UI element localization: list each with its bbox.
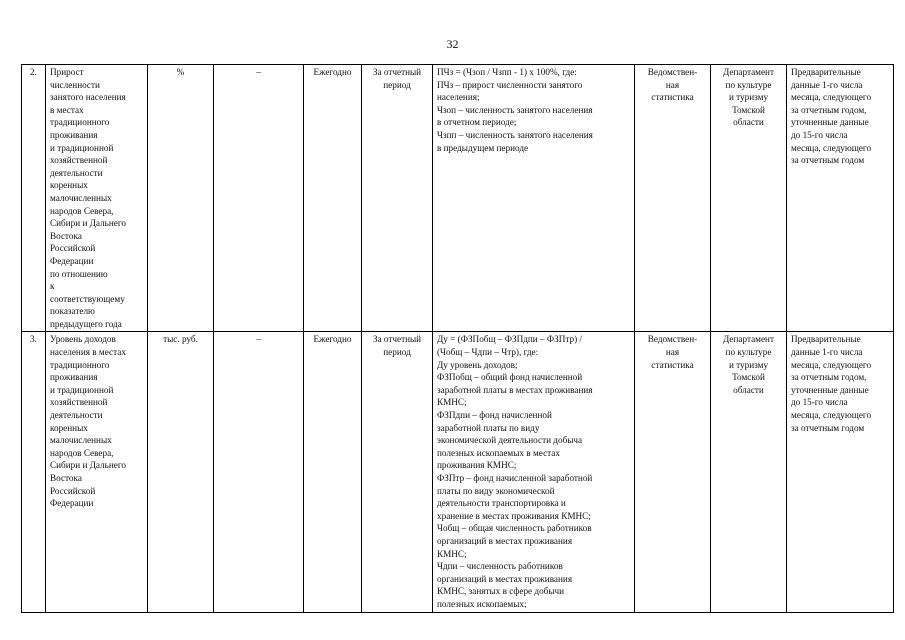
source-cell-line: Ведомствен- (647, 334, 698, 345)
indicator-name-cell-line: занятого населения (50, 92, 126, 103)
dash-cell: – (214, 65, 304, 332)
page-number: 32 (446, 37, 459, 51)
indicator-name-cell-line: народов Севера, (50, 447, 114, 458)
table-body (22, 65, 894, 613)
formula-cell-line: организаций в местах проживания (437, 573, 573, 584)
indicator-name-cell-line: Российской (50, 485, 96, 496)
formula-cell-line: (Чобщ – Чдпи – Чтр), где: (437, 347, 539, 358)
responsible-cell-line: и туризму (728, 359, 769, 370)
responsible-cell-line: Департамент (723, 334, 774, 345)
indicator-name-cell (46, 332, 148, 612)
responsible-cell (711, 332, 787, 612)
formula-cell-line: в отчетном периоде; (437, 117, 517, 128)
source-cell-line: статистика (651, 359, 694, 370)
timing-cell-line: за отчетным годом (791, 422, 865, 433)
formula-cell-line: хранение в местах проживания КМНС; (437, 510, 591, 521)
timing-cell-line: месяца, следующего (791, 410, 872, 421)
indicator-name-cell-line: предыдущего года (50, 318, 122, 329)
formula-cell-line: полезных ископаемых в местах (437, 447, 560, 458)
formula-cell-line: КМНС; (437, 548, 467, 559)
formula-cell-line: Чзпп – численность занятого населения (437, 129, 593, 140)
indicator-name-cell-line: хозяйственной (50, 397, 108, 408)
responsible-cell-line: Томской (732, 372, 765, 383)
table-row (22, 65, 894, 332)
indicator-name-cell-line: Федерации (50, 498, 94, 509)
period-cell-line: За отчетный (372, 334, 422, 345)
indicator-name-cell-line: проживания (50, 372, 98, 383)
source-cell-line: ная (665, 79, 680, 90)
indicator-name-cell-line: населения в местах (50, 347, 126, 358)
row-number-cell: 2. (22, 65, 46, 332)
source-cell-line: Ведомствен- (647, 67, 698, 77)
source-cell-line: статистика (651, 92, 694, 103)
indicator-name-cell-line: Сибири и Дальнего (50, 460, 126, 471)
indicator-name-cell-line: и традиционной (50, 384, 114, 395)
indicator-name-cell-line: в местах (50, 104, 84, 115)
indicator-name-cell-line: проживания (50, 129, 98, 140)
timing-cell (787, 65, 894, 332)
timing-cell-line: данные 1-го числа (791, 79, 863, 90)
dash-cell: – (214, 332, 304, 612)
source-cell-line: ная (665, 347, 680, 358)
table-row (22, 332, 894, 612)
formula-cell-line: платы по виду экономической (437, 485, 555, 496)
responsible-cell (711, 65, 787, 332)
period-cell-line: период (383, 347, 411, 358)
indicator-name-cell-line: Уровень доходов (50, 334, 116, 345)
formula-cell-line: деятельности транспортировка и (437, 498, 566, 509)
indicator-name-cell-line: малочисленных (50, 435, 112, 446)
unit-cell: тыс. руб. (148, 332, 214, 612)
periodicity-cell: Ежегодно (304, 65, 362, 332)
period-cell-line: За отчетный (372, 67, 422, 77)
timing-cell-line: данные 1-го числа (791, 347, 863, 358)
source-cell (635, 332, 711, 612)
formula-cell-line: ПЧз = (Чзоп / Чзпп - 1) x 100%, где: (437, 67, 577, 77)
responsible-cell-line: Томской (732, 104, 765, 115)
formula-cell (433, 65, 635, 332)
timing-cell-line: Предварительные (791, 334, 861, 345)
period-cell (362, 65, 433, 332)
indicator-name-cell-line: к (50, 281, 55, 292)
timing-cell-line: уточненные данные (791, 384, 869, 395)
formula-cell-line: населения; (437, 92, 480, 103)
responsible-cell-line: области (733, 117, 764, 128)
unit-cell: % (148, 65, 214, 332)
indicator-name-cell-line: деятельности (50, 167, 103, 178)
periodicity-cell: Ежегодно (304, 332, 362, 612)
indicator-name-cell-line: народов Севера, (50, 205, 114, 216)
indicator-name-cell-line: Востока (50, 230, 82, 241)
period-cell (362, 332, 433, 612)
indicator-name-cell-line: малочисленных (50, 192, 112, 203)
indicator-name-cell-line: Сибири и Дальнего (50, 218, 126, 229)
timing-cell-line: за отчетным годом (791, 155, 865, 166)
indicator-name-cell-line: соответствующему (50, 293, 125, 304)
source-cell (635, 65, 711, 332)
period-cell-line: период (383, 79, 411, 90)
indicator-name-cell-line: Прирост (50, 67, 84, 77)
formula-cell-line: Чзоп – численность занятого населения (437, 104, 593, 115)
formula-cell-line: в предыдущем периоде (437, 142, 529, 153)
indicator-name-cell-line: по отношению (50, 268, 108, 279)
responsible-cell-line: и туризму (728, 92, 769, 103)
formula-cell-line: заработной платы по виду (437, 422, 540, 433)
formula-cell-line: проживания КМНС; (437, 460, 517, 471)
formula-cell-line: экономической деятельности добыча (437, 435, 583, 446)
timing-cell (787, 332, 894, 612)
formula-cell-line: ФЗПдпи – фонд начисленной (437, 410, 552, 421)
indicator-name-cell-line: коренных (50, 180, 88, 191)
timing-cell-line: за отчетным годом, (791, 372, 867, 383)
timing-cell-line: до 15-го числа (791, 397, 848, 408)
timing-cell-line: за отчетным годом, (791, 104, 867, 115)
indicator-name-cell-line: показателю (50, 306, 95, 317)
formula-cell-line: организаций в местах проживания (437, 535, 573, 546)
formula-cell-line: Ду уровень доходов; (437, 359, 518, 370)
timing-cell-line: до 15-го числа (791, 129, 848, 140)
formula-cell-line: Ду = (ФЗПобщ – ФЗПдпи – ФЗПтр) / (437, 334, 583, 345)
indicator-name-cell-line: Российской (50, 243, 96, 254)
indicator-name-cell-line: коренных (50, 422, 88, 433)
formula-cell-line: КМНС, занятых в сфере добычи (437, 586, 565, 597)
timing-cell-line: месяца, следующего (791, 92, 872, 103)
timing-cell-line: месяца, следующего (791, 359, 872, 370)
formula-cell-line: Чобщ – общая численность работников (437, 523, 592, 534)
indicator-name-cell-line: деятельности (50, 410, 103, 421)
formula-cell (433, 332, 635, 612)
responsible-cell-line: Департамент (723, 67, 774, 77)
formula-cell-line: КМНС; (437, 397, 467, 408)
formula-cell-line: ФЗПобщ – общий фонд начисленной (437, 372, 583, 383)
formula-cell-line: Чдпи – численность работников (437, 561, 563, 572)
indicator-name-cell-line: хозяйственной (50, 155, 108, 166)
indicator-name-cell-line: Федерации (50, 255, 94, 266)
timing-cell-line: Предварительные (791, 67, 861, 77)
timing-cell-line: месяца, следующего (791, 142, 872, 153)
indicator-name-cell-line: Востока (50, 473, 82, 483)
formula-cell-line: полезных ископаемых; (437, 598, 527, 609)
formula-cell-line: ПЧз – прирост численности занятого (437, 79, 583, 90)
responsible-cell-line: по культуре (725, 79, 772, 90)
formula-cell-line: ФЗПтр – фонд начисленной заработной (437, 473, 593, 483)
indicator-name-cell-line: и традиционной (50, 142, 114, 153)
indicator-table (21, 64, 894, 613)
row-number-cell: 3. (22, 332, 46, 612)
formula-cell-line: заработной платы в местах проживания (437, 384, 593, 395)
indicator-name-cell-line: численности (50, 79, 100, 90)
indicator-name-cell (46, 65, 148, 332)
indicator-name-cell-line: традиционного (50, 117, 110, 128)
timing-cell-line: уточненные данные (791, 117, 869, 128)
responsible-cell-line: области (733, 384, 764, 395)
indicator-name-cell-line: традиционного (50, 359, 110, 370)
responsible-cell-line: по культуре (725, 347, 772, 358)
